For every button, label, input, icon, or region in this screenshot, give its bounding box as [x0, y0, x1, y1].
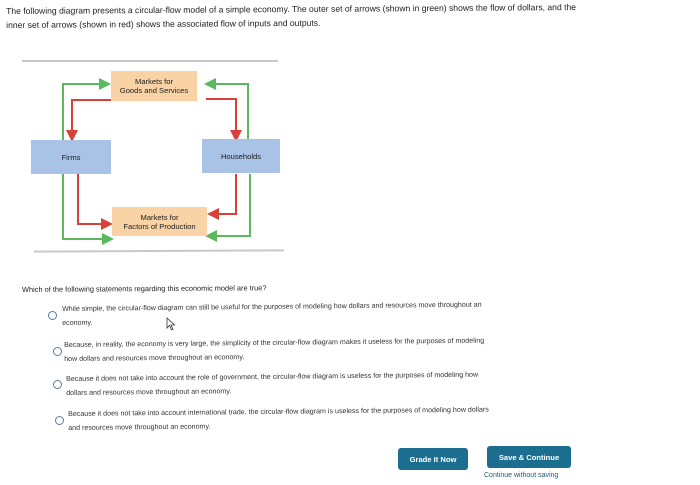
option-3-text[interactable]: [66, 367, 586, 400]
option-2-text[interactable]: [64, 333, 584, 366]
option-2-radio[interactable]: [53, 347, 62, 356]
grade-it-now-button[interactable]: Grade It Now: [398, 448, 468, 470]
markets-goods-box: [111, 71, 197, 101]
option-4-radio[interactable]: [55, 416, 64, 425]
goods-flow-to-firms: [72, 100, 111, 140]
option-3-line-2: dollars and resources move throughout an economy.: [66, 387, 232, 397]
option-4-text[interactable]: [68, 402, 588, 435]
option-1-text[interactable]: [62, 297, 582, 330]
markets-factors-label-2: Factors of Production: [123, 221, 196, 231]
option-2-line-1: Because, in reality, the economy is very large, the simplicity of the circular-flow diagram makes it useless for the purposes of modeling: [64, 336, 485, 349]
option-1-line-1: While simple, the circular-flow diagram can still be useful for the purposes of modeling how dollars and resources move throughout an: [62, 300, 482, 313]
dollar-flow-right-bottom: [207, 174, 250, 236]
markets-goods-label-2: Goods and Services: [119, 86, 189, 95]
question-text: Which of the following statements regarding this economic model are true?: [22, 283, 267, 294]
dollar-flow-left-bottom: [63, 174, 112, 239]
firms-box: [31, 140, 111, 174]
markets-goods-label-1: Markets for: [135, 77, 173, 86]
factors-flow-from-households: [209, 174, 236, 214]
save-and-continue-button[interactable]: Save & Continue: [487, 446, 571, 468]
option-1-line-2: economy.: [62, 318, 93, 327]
option-4-line-2: and resources move throughout an economy.: [68, 422, 211, 432]
mouse-pointer-icon: [166, 317, 176, 331]
goods-flow-to-households: [206, 99, 236, 140]
option-2-line-2: how dollars and resources move throughout an economy.: [64, 353, 245, 363]
option-3-line-1: Because it does not take into account the role of government, the circular-flow diagram is useless for the purposes of modeling how: [66, 370, 479, 383]
option-3-radio[interactable]: [53, 380, 62, 389]
factors-flow-from-firms: [78, 174, 111, 224]
option-1-radio[interactable]: [48, 311, 57, 320]
households-box: [202, 139, 280, 173]
intro-line-1: The following diagram presents a circular-flow model of a simple economy. The outer set of arrows (shown in green) shows the flow of dollars, and the: [6, 2, 577, 16]
markets-factors-box: [112, 207, 207, 236]
intro-line-2: inner set of arrows (shown in red) shows the associated flow of inputs and outputs.: [6, 17, 321, 30]
dollar-flow-right-top: [206, 84, 248, 140]
markets-factors-label-1: Markets for: [140, 212, 179, 222]
firms-label: Firms: [61, 152, 81, 162]
dollar-flow-left-top: [63, 84, 109, 140]
continue-without-saving-link[interactable]: Continue without saving: [484, 472, 559, 479]
households-label: Households: [220, 151, 262, 161]
option-4-line-1: Because it does not take into account international trade, the circular-flow diagram is useless for the purposes of modeling how dollars: [68, 405, 489, 418]
